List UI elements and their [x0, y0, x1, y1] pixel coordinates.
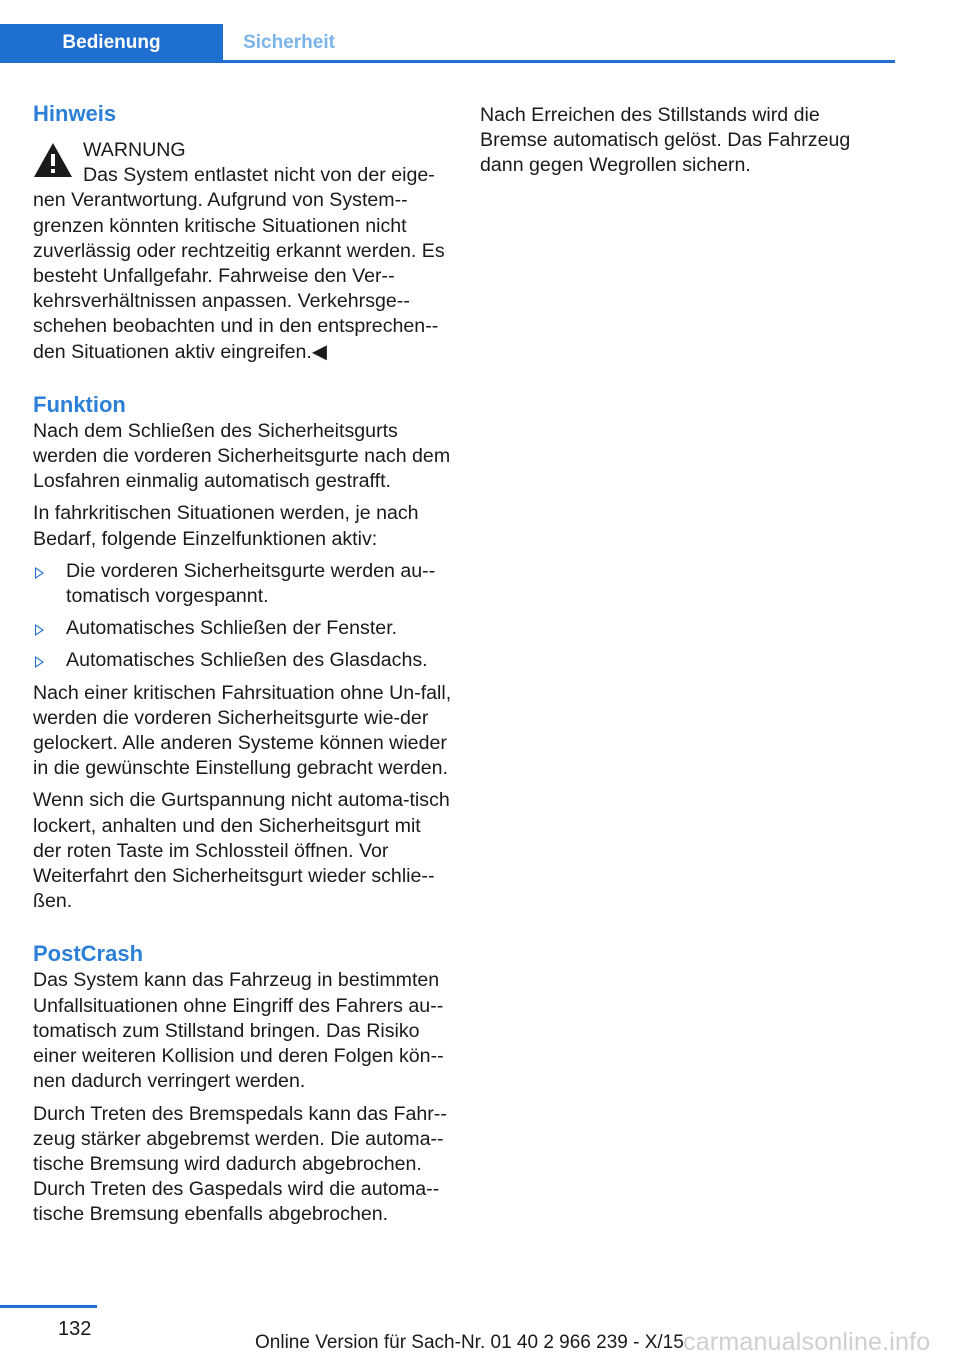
warning-text: nen Verantwortung. Aufgrund von System-grenzen könnten kritische Situationen nicht zuverlässig oder rechtzeitig erkannt werden. Es besteht Unfallgefahr. Fahrweise den Ver-kehrsverhältnissen anpassen. Verkehrsge-schehen beobachten und in den entsprechen-den Situationen aktiv eingreifen.◀ [33, 189, 445, 363]
right-column [480, 103, 880, 179]
page-number-divider [0, 1305, 97, 1308]
tab-bedienung[interactable]: Bedienung [0, 24, 223, 60]
warning-triangle-icon [33, 142, 73, 178]
heading-funktion: Funktion [33, 391, 126, 417]
triangle-bullet-icon [35, 624, 44, 636]
heading-hinweis: Hinweis [33, 101, 117, 126]
tab-sicherheit[interactable]: Sicherheit [243, 32, 335, 53]
triangle-bullet-icon [35, 656, 44, 668]
funktion-paragraph-4: Wenn sich die Gurtspannung nicht automa-tisch lockert, anhalten und den Sicherheitsgurt mit der roten Taste im Schlossteil öffnen. Vor Weiterfahrt den Sicherheitsgurt wieder schlie-ßen. [33, 789, 450, 913]
triangle-bullet-icon [35, 567, 44, 579]
online-version-text: Online Version für Sach-Nr. 01 40 2 966 239 - X/15 [255, 1332, 684, 1353]
watermark: carmanualsonline.info [683, 1328, 931, 1356]
left-column [33, 100, 453, 1228]
warning-title: WARNUNG [83, 139, 186, 161]
funktion-paragraph-1: Nach dem Schließen des Sicherheitsgurts werden die vorderen Sicherheitsgurte nach dem Losfahren einmalig automatisch gestrafft. [33, 419, 451, 493]
funktion-bullet-list [33, 559, 453, 674]
heading-postcrash: PostCrash [33, 941, 144, 967]
warning-box [33, 128, 453, 365]
header-divider [0, 60, 895, 63]
list-item: Die vorderen Sicherheitsgurte werden au-tomatisch vorgespannt. [33, 559, 453, 609]
warning-text-first-line: Das System entlastet nicht von der eige- [83, 164, 435, 187]
list-item: Automatisches Schließen der Fenster. [33, 616, 453, 641]
header-tabs [0, 24, 895, 62]
postcrash-paragraph-2: Durch Treten des Bremspedals kann das Fahr-zeug stärker abgebremst werden. Die automa-tische Bremsung wird dadurch abgebrochen. Durch Treten des Gaspedals wird die automa-tische Bremsung ebenfalls abgebrochen. [33, 1102, 447, 1226]
funktion-paragraph-2: In fahrkritischen Situationen werden, je nach Bedarf, folgende Einzelfunktionen aktiv: [33, 502, 419, 550]
page-number: 132 [58, 1318, 92, 1340]
right-paragraph-1: Nach Erreichen des Stillstands wird die Bremse automatisch gelöst. Das Fahrzeug dann gegen Wegrollen sichern. [480, 104, 851, 177]
funktion-paragraph-3: Nach einer kritischen Fahrsituation ohne Un-fall, werden die vorderen Sicherheitsgurte wie-der gelockert. Alle anderen Systeme können wieder in die gewünschte Einstellung gebracht werden. [33, 681, 452, 780]
postcrash-paragraph-1: Das System kann das Fahrzeug in bestimmten Unfallsituationen ohne Eingriff des Fahrers au-tomatisch zum Stillstand bringen. Das Risiko einer weiteren Kollision und deren Folgen kön-nen dadurch verringert werden. [33, 969, 444, 1093]
list-item: Automatisches Schließen des Glasdachs. [33, 648, 453, 673]
